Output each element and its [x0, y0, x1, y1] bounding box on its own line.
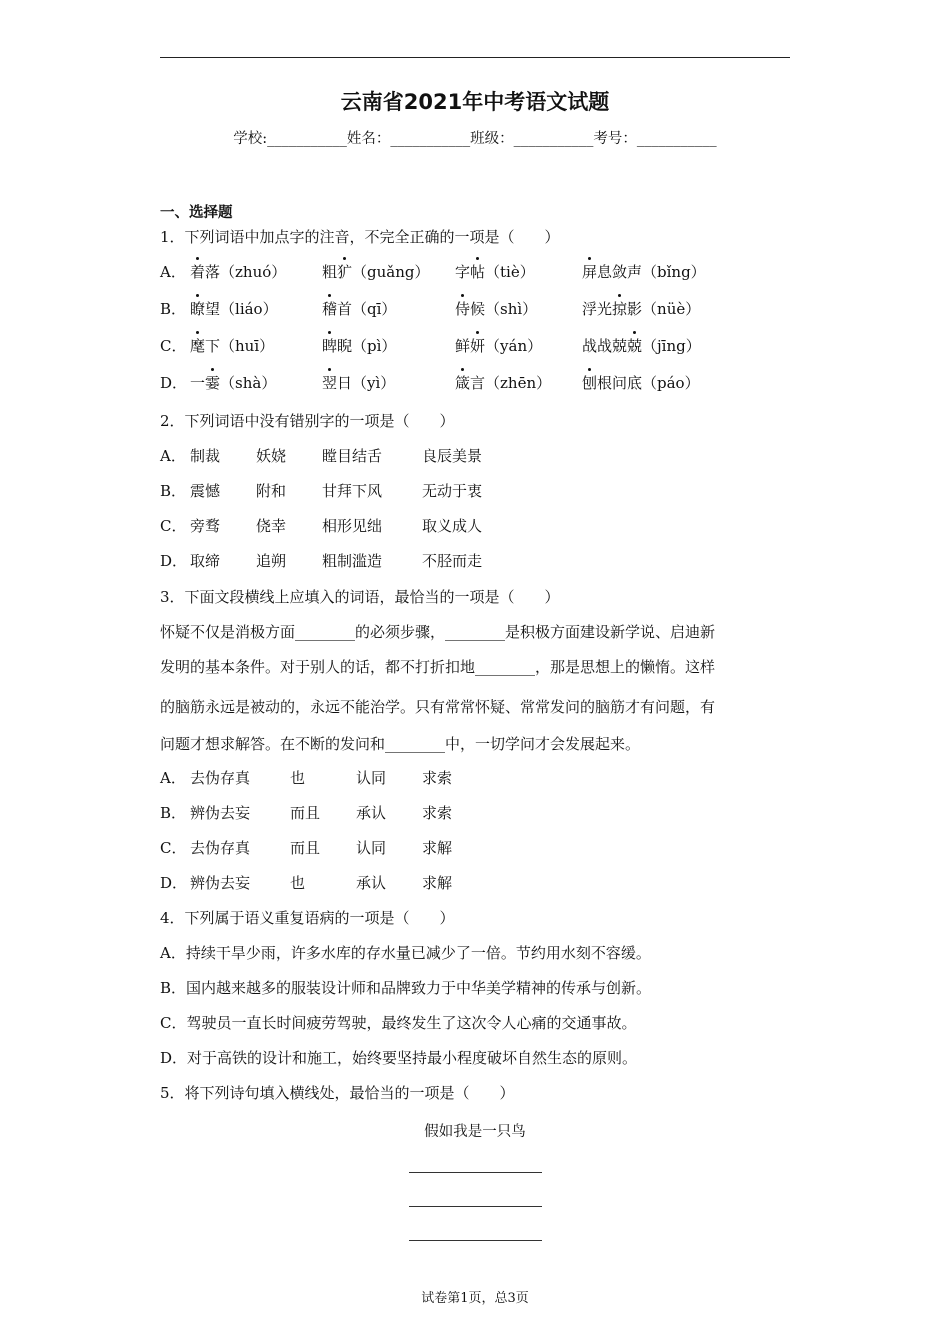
- option-word: 而且: [290, 839, 321, 857]
- option-text: 持续干旱少雨，许多水库的存水量已减少了一倍。节约用水刻不容缓。: [185, 944, 651, 962]
- option-item: [190, 335, 274, 357]
- option-word: 侥幸: [256, 517, 287, 535]
- question-3-stem: 3．下面文段横线上应填入的词语，最恰当的一项是（ ）: [160, 588, 560, 606]
- question-1-stem: 1．下列词语中加点字的注音，不完全正确的一项是（ ）: [160, 228, 560, 246]
- option-word: 求索: [422, 804, 453, 822]
- option-word: 承认: [356, 874, 387, 892]
- option-text: 对于高铁的设计和施工，始终要坚持最小程度破坏自然生态的原则。: [187, 1049, 638, 1067]
- option-label: C．: [160, 517, 187, 535]
- option-item: [455, 372, 551, 394]
- option-text: 驾驶员一直长时间疲劳驾驶，最终发生了这次令人心痛的交通事故。: [186, 1014, 637, 1032]
- option-label: C．: [160, 337, 187, 355]
- item-text: 战战兢: [582, 337, 628, 355]
- option-word: 旁骛: [190, 517, 221, 535]
- option-item: [322, 335, 396, 357]
- poem-title-line: 假如我是一只鸟: [424, 1124, 526, 1140]
- item-text: 睨（pì）: [337, 337, 397, 355]
- option-item: [582, 335, 701, 357]
- emphasized-char: 犷: [337, 263, 353, 281]
- emphasized-char: 着: [190, 263, 206, 281]
- option-item: [190, 261, 286, 283]
- item-text: （shà）: [220, 374, 277, 392]
- option-label: B．: [160, 804, 187, 822]
- option-label: A．: [160, 447, 186, 465]
- item-text: （tiè）: [485, 263, 535, 281]
- option-word: 取义成人: [422, 517, 483, 535]
- question-3-passage-line: 问题才想求解答。在不断的发问和________中，一切学问才会发展起来。: [160, 735, 641, 753]
- option-item: [455, 335, 542, 357]
- option-text: 国内越来越多的服装设计师和品牌致力于中华美学精神的传承与创新。: [186, 979, 652, 997]
- option-item: [455, 298, 537, 320]
- item-text: （yán）: [485, 337, 543, 355]
- question-2-stem: 2．下列词语中没有错别字的一项是（ ）: [160, 412, 455, 430]
- option-word: 辨伪去妄: [190, 874, 251, 892]
- option-word: 附和: [256, 482, 287, 500]
- item-text: 望（liáo）: [205, 300, 278, 318]
- option-word: 粗制滥造: [322, 552, 383, 570]
- emphasized-char: 兢: [627, 337, 643, 355]
- question-4-option-c: [160, 1012, 637, 1034]
- poem-blank-line: [409, 1172, 542, 1173]
- option-word: 追朔: [256, 552, 287, 570]
- emphasized-char: 箴: [455, 374, 471, 392]
- option-word: 震憾: [190, 482, 221, 500]
- option-word: 辨伪去妄: [190, 804, 251, 822]
- option-label: B．: [160, 979, 187, 997]
- item-text: 鲜: [455, 337, 471, 355]
- item-text: 候（shì）: [470, 300, 538, 318]
- emphasized-char: 稽: [322, 300, 338, 318]
- item-text: 根问底（páo）: [597, 374, 700, 392]
- option-word: 去伪存真: [190, 769, 251, 787]
- question-3-passage-line: 的脑筋永远是被动的，永远不能治学。只有常常怀疑、常常发问的脑筋才有问题，有: [160, 698, 716, 716]
- emphasized-char: 翌: [322, 374, 338, 392]
- option-label: D．: [160, 552, 188, 570]
- item-text: 言（zhēn）: [470, 374, 552, 392]
- option-word: 瞠目结舌: [322, 447, 383, 465]
- option-item: [582, 372, 700, 394]
- option-item: [582, 298, 700, 320]
- question-4-stem: 4．下列属于语义重复语病的一项是（ ）: [160, 909, 455, 927]
- option-word: 制裁: [190, 447, 221, 465]
- emphasized-char: 麾: [190, 337, 206, 355]
- option-word: 认同: [356, 769, 387, 787]
- item-text: 一: [190, 374, 206, 392]
- page-title: 云南省2021年中考语文试题: [340, 90, 610, 114]
- emphasized-char: 瞭: [190, 300, 206, 318]
- option-label: B．: [160, 300, 187, 318]
- option-label: D．: [160, 874, 188, 892]
- option-word: 认同: [356, 839, 387, 857]
- emphasized-char: 帖: [470, 263, 486, 281]
- option-item: [582, 261, 706, 283]
- question-4-option-a: [160, 942, 651, 964]
- option-word: 去伪存真: [190, 839, 251, 857]
- item-text: 落（zhuó）: [205, 263, 287, 281]
- option-label: D．: [160, 1049, 188, 1067]
- option-item: [190, 372, 276, 394]
- question-3-passage-line: 发明的基本条件。对于别人的话，都不打折扣地________，那是思想上的懒惰。这样: [160, 658, 716, 676]
- section-title: 一、选择题: [160, 205, 233, 221]
- option-label: C．: [160, 839, 187, 857]
- option-label: A．: [160, 769, 186, 787]
- item-text: 字: [455, 263, 471, 281]
- option-label: A．: [160, 263, 186, 281]
- option-word: 求解: [422, 839, 453, 857]
- option-word: 取缔: [190, 552, 221, 570]
- option-word: 不胫而走: [422, 552, 483, 570]
- emphasized-char: 掠: [612, 300, 628, 318]
- emphasized-char: 妍: [470, 337, 486, 355]
- option-word: 良辰美景: [422, 447, 483, 465]
- poem-blank-line: [409, 1206, 542, 1207]
- item-text: 日（yì）: [337, 374, 396, 392]
- item-text: 粗: [322, 263, 338, 281]
- item-text: （guǎng）: [352, 263, 430, 281]
- option-word: 也: [290, 769, 306, 787]
- option-item: [322, 372, 395, 394]
- option-word: 妖娆: [256, 447, 287, 465]
- option-item: [322, 298, 396, 320]
- option-item: [190, 298, 278, 320]
- item-text: 浮光: [582, 300, 613, 318]
- question-5-stem: 5．将下列诗句填入横线处，最恰当的一项是（ ）: [160, 1084, 515, 1102]
- question-3-passage-line: 怀疑不仅是消极方面________的必须步骤，________是积极方面建设新学说、启迪新: [160, 623, 716, 641]
- option-label: C．: [160, 1014, 187, 1032]
- student-info-line: 学校:___________姓名：___________班级：___________考号：___________: [233, 131, 717, 147]
- option-word: 求解: [422, 874, 453, 892]
- item-text: 首（qī）: [337, 300, 397, 318]
- item-text: 下（huī）: [205, 337, 275, 355]
- item-text: 息敛声（bǐng）: [597, 263, 706, 281]
- item-text: （jīng）: [642, 337, 701, 355]
- question-4-option-d: [160, 1047, 637, 1069]
- poem-blank-line: [409, 1240, 542, 1241]
- option-word: 承认: [356, 804, 387, 822]
- option-word: 甘拜下风: [322, 482, 383, 500]
- emphasized-char: 睥: [322, 337, 338, 355]
- option-word: 也: [290, 874, 306, 892]
- option-word: 相形见绌: [322, 517, 383, 535]
- option-label: B．: [160, 482, 187, 500]
- page-footer: 试卷第1页，总3页: [421, 1291, 529, 1306]
- option-word: 无动于衷: [422, 482, 483, 500]
- item-text: 影（nüè）: [627, 300, 701, 318]
- question-4-option-b: [160, 977, 651, 999]
- emphasized-char: 霎: [205, 374, 221, 392]
- option-word: 求索: [422, 769, 453, 787]
- option-word: 而且: [290, 804, 321, 822]
- emphasized-char: 侍: [455, 300, 471, 318]
- emphasized-char: 刨: [582, 374, 598, 392]
- option-label: A．: [160, 944, 186, 962]
- header-rule: [160, 57, 790, 58]
- option-label: D．: [160, 374, 188, 392]
- option-item: [322, 261, 430, 283]
- emphasized-char: 屏: [582, 263, 598, 281]
- option-item: [455, 261, 535, 283]
